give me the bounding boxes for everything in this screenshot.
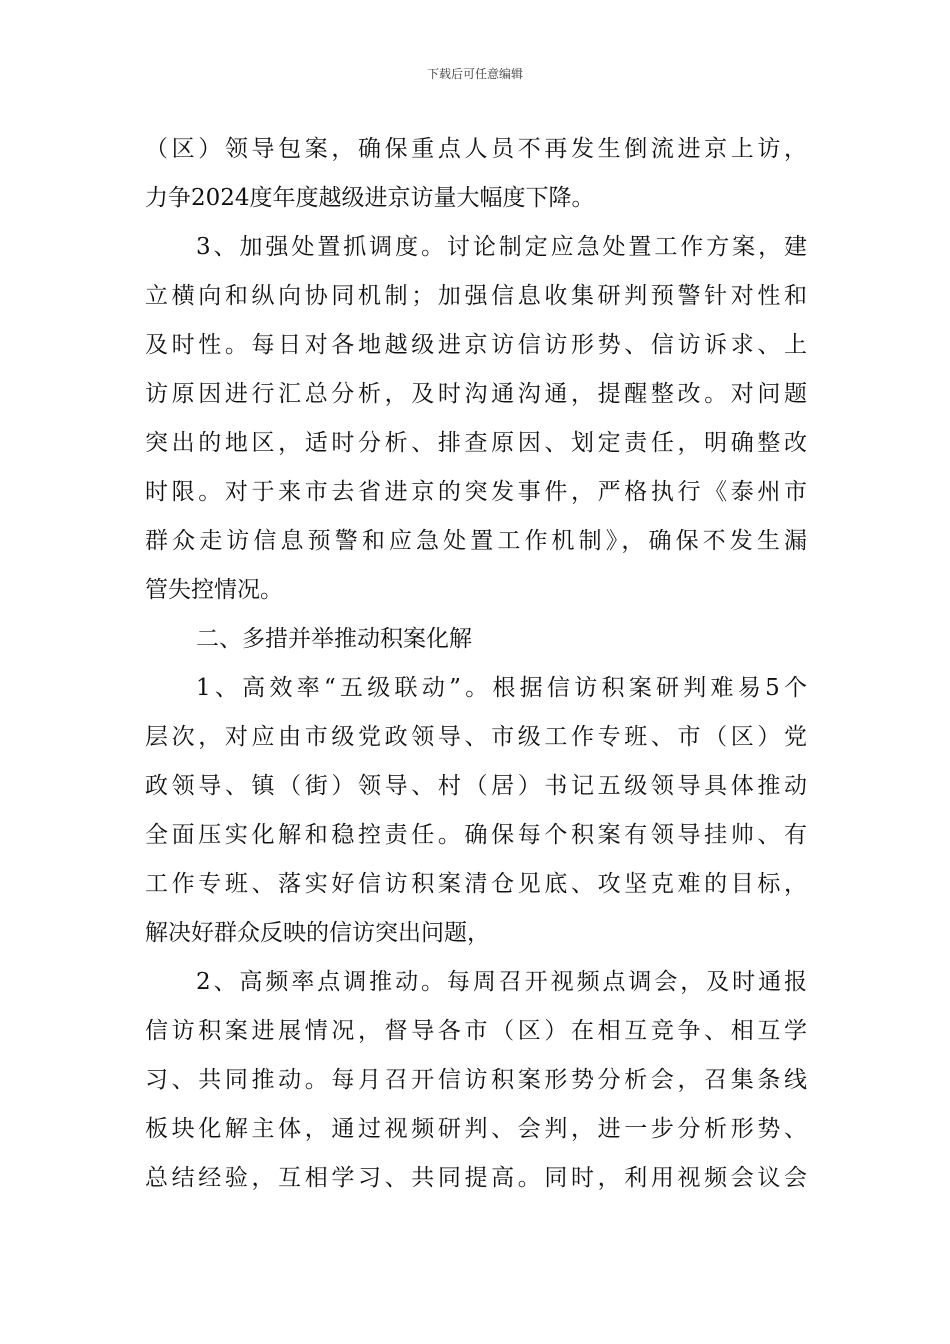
text-line: 政领导、镇（街）领导、村（居）书记五级领导具体推动 — [145, 773, 807, 799]
text-line: 总结经验，互相学习、共同提高。同时，利用视频会议会 — [145, 1165, 807, 1191]
text-line: 力争2024度年度越级进京访量大幅度下降。 — [145, 185, 595, 211]
page-header: 下载后可任意编辑 — [426, 67, 523, 81]
text-line: 及时性。每日对各地越级进京访信访形势、信访诉求、上 — [145, 332, 807, 358]
text-line: 习、共同推动。每月召开信访积案形势分析会，召集条线 — [145, 1067, 807, 1093]
text-line: （区）领导包案，确保重点人员不再发生倒流进京上访， — [145, 136, 807, 162]
text-line: 二、多措并举推动积案化解 — [196, 626, 472, 652]
text-line: 层次，对应由市级党政领导、市级工作专班、市（区）党 — [145, 724, 807, 750]
text-line: 突出的地区，适时分析、排查原因、划定责任，明确整改 — [145, 430, 807, 456]
text-line: 群众走访信息预警和应急处置工作机制》，确保不发生漏 — [145, 528, 807, 554]
text-line: 2、高频率点调推动。每周召开视频点调会，及时通报 — [196, 969, 807, 995]
document-body — [145, 125, 807, 1203]
text-line: 全面压实化解和稳控责任。确保每个积案有领导挂帅、有 — [145, 822, 807, 848]
text-line: 信访积案进展情况，督导各市（区）在相互竞争、相互学 — [145, 1018, 807, 1044]
text-line: 解决好群众反映的信访突出问题， — [145, 920, 490, 946]
text-line: 立横向和纵向协同机制；加强信息收集研判预警针对性和 — [145, 283, 807, 309]
text-line: 1、高效率“五级联动”。根据信访积案研判难易5个 — [196, 675, 807, 701]
text-line: 3、加强处置抓调度。讨论制定应急处置工作方案，建 — [196, 234, 807, 260]
text-line: 时限。对于来市去省进京的突发事件，严格执行《泰州市 — [145, 479, 807, 505]
text-line: 管失控情况。 — [145, 577, 283, 603]
text-line: 板块化解主体，通过视频研判、会判，进一步分析形势、 — [145, 1116, 807, 1142]
text-line: 工作专班、落实好信访积案清仓见底、攻坚克难的目标， — [145, 871, 807, 897]
text-line: 访原因进行汇总分析，及时沟通沟通，提醒整改。对问题 — [145, 381, 807, 407]
